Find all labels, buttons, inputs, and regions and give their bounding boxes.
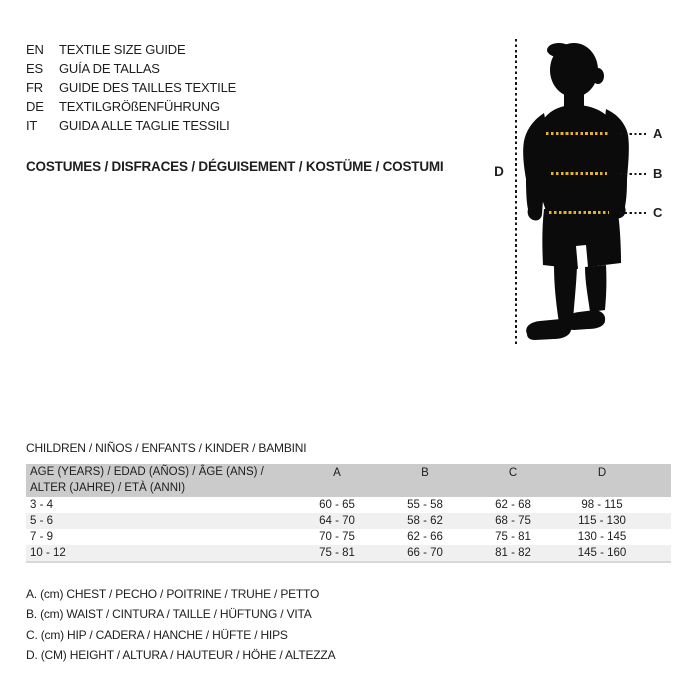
hip-value: 75 - 81: [495, 531, 531, 543]
language-code: DE: [26, 99, 44, 114]
chest-value: 64 - 70: [319, 515, 355, 527]
legend-height: D. (CM) HEIGHT / ALTURA / HAUTEUR / HÖHE / ALTEZZA: [26, 647, 336, 662]
column-header-a: A: [333, 467, 341, 479]
language-guide-label: GUÍA DE TALLAS: [59, 61, 160, 76]
waist-measure-connector: [620, 173, 649, 175]
legend-hip: C. (cm) HIP / CADERA / HANCHE / HÜFTE / HIPS: [26, 627, 288, 642]
chest-value: 60 - 65: [319, 499, 355, 511]
list-item: [26, 40, 236, 59]
age-cell: 5 - 6: [30, 515, 54, 527]
column-header-d: D: [597, 467, 607, 479]
size-table: [26, 464, 671, 563]
list-item: [26, 116, 236, 135]
language-guide-label: GUIDA ALLE TAGLIE TESSILI: [59, 118, 230, 133]
height-value: 145 - 160: [577, 547, 627, 559]
category-title: COSTUMES / DISFRACES / DÉGUISEMENT / KOSTÜME / COSTUMI: [26, 159, 444, 174]
child-silhouette: [522, 37, 634, 344]
legend-chest: A. (cm) CHEST / PECHO / POITRINE / TRUHE / PETTO: [26, 587, 320, 601]
age-cell: 3 - 4: [30, 499, 54, 511]
measure-label-b: B: [653, 166, 663, 181]
hip-value: 81 - 82: [495, 547, 531, 559]
chest-value: 70 - 75: [319, 531, 355, 543]
table-row: [26, 545, 671, 561]
hip-value: 62 - 68: [495, 499, 531, 511]
measure-label-d: D: [494, 164, 504, 179]
waist-measure-line: [551, 172, 607, 175]
column-header-b: B: [421, 467, 429, 479]
hip-measure-line: [549, 211, 609, 214]
language-guide-list: [26, 40, 236, 135]
hip-value: 68 - 75: [495, 515, 531, 527]
language-guide-label: TEXTILGRÖßENFÜHRUNG: [59, 99, 220, 114]
waist-value: 62 - 66: [407, 531, 443, 543]
age-cell: 7 - 9: [30, 531, 54, 543]
list-item: [26, 59, 236, 78]
table-row: [26, 513, 671, 529]
language-code: IT: [26, 118, 38, 133]
waist-value: 55 - 58: [407, 499, 443, 511]
language-guide-label: GUIDE DES TAILLES TEXTILE: [59, 80, 237, 95]
hip-measure-connector: [620, 212, 649, 214]
age-cell: 10 - 12: [30, 547, 66, 559]
measure-legend: [26, 584, 335, 665]
list-item: [26, 97, 236, 116]
measure-label-a: A: [653, 126, 663, 141]
height-measure-line: [515, 39, 517, 346]
size-table-header: [26, 464, 671, 497]
language-guide-label: TEXTILE SIZE GUIDE: [59, 42, 186, 57]
height-value: 98 - 115: [581, 499, 623, 511]
language-code: FR: [26, 80, 43, 95]
waist-value: 66 - 70: [407, 547, 443, 559]
language-code: ES: [26, 61, 43, 76]
chest-measure-connector: [620, 133, 649, 135]
language-code: EN: [26, 42, 44, 57]
age-header-line2: ALTER (JAHRE) / ETÀ (ANNI): [30, 481, 186, 494]
legend-waist: B. (cm) WAIST / CINTURA / TAILLE / HÜFTUNG / VITA: [26, 607, 312, 622]
children-section-title: CHILDREN / NIÑOS / ENFANTS / KINDER / BAMBINI: [26, 441, 307, 455]
age-column-header: [26, 465, 293, 497]
height-value: 130 - 145: [577, 531, 627, 543]
height-value: 115 - 130: [578, 515, 626, 527]
measure-label-c: C: [653, 205, 663, 220]
list-item: [26, 78, 236, 97]
table-row: [26, 529, 671, 545]
waist-value: 58 - 62: [407, 515, 443, 527]
table-row: [26, 497, 671, 513]
column-header-c: C: [508, 467, 518, 479]
age-header-line1: AGE (YEARS) / EDAD (AÑOS) / ÂGE (ANS) /: [30, 466, 264, 478]
chest-value: 75 - 81: [319, 547, 355, 559]
chest-measure-line: [546, 132, 609, 135]
